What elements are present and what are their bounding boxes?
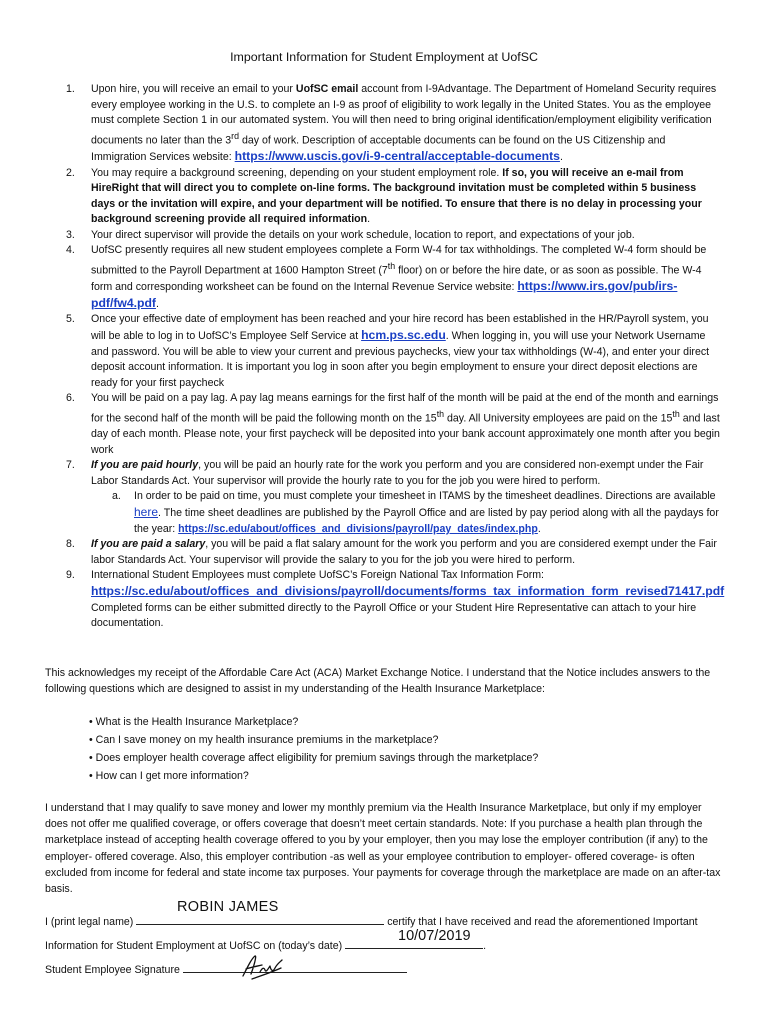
bullet-item [89,733,709,749]
list-item [66,312,722,391]
item-text: Completed forms can be either submitted directly to the Payroll Office or your Student Hire Representative can attach to your hire documentation. [91,601,697,630]
item-text: . [367,213,371,226]
list-subitem [66,489,722,537]
foreign-national-form-link[interactable]: https://sc.edu/about/offices_and_divisions/payroll/documents/forms_tax_information_form_revised71417.pdf [91,584,725,598]
bullet-text: Can I save money on my health insurance premiums in the marketplace? [95,733,439,746]
item-number: 4. [66,244,75,257]
bullet-item [89,769,709,785]
bullet-icon: • [89,769,93,782]
bullet-text: How can I get more information? [95,769,249,782]
item-number: 2. [66,166,75,179]
superscript: th [436,408,445,419]
signature-line [45,961,407,979]
superscript: th [672,408,680,419]
superscript: rd [231,130,240,141]
list-item [66,166,722,228]
printed-name-value: ROBIN JAMES [177,899,279,915]
date-line-end: . [483,940,487,952]
print-name-label: I (print legal name) [45,916,137,928]
list-item [66,391,722,458]
timesheet-directions-link[interactable]: here [134,505,159,520]
item-number: 8. [66,538,75,551]
item-number: 5. [66,313,75,326]
item-text: You will be paid on a pay lag. A pay lag means earnings for the first half of the month will be paid at the end of the month and earnings for the second half of the month will be paid the following month on the 15 [91,392,719,425]
signature-label: Student Employee Signature [45,964,183,976]
list-item [66,228,722,244]
certify-text: certify that I have received and read the aforementioned Important [384,916,698,928]
item-bold-italic-text: If you are paid a salary [91,538,206,551]
item-bold-italic-text: If you are paid hourly [91,459,199,472]
item-text: floor) on or before the hire date, or as soon as possible. The W-4 form and corresponding worksheet can be found on the Internal Revenue Service website: [91,264,702,294]
item-text: Once your effective date of employment has been reached and your hire record has been established in the HR/Payroll system, you will be able to log in to UofSC’s Employee Self Service at [91,313,709,342]
handwritten-signature-icon [240,952,284,982]
date-value: 10/07/2019 [398,928,471,944]
item-text: day. All University employees are paid on the 15 [444,412,673,425]
bullet-item [89,751,709,767]
bullet-icon: • [89,751,93,764]
list-item [66,82,722,166]
item-text: , you will be paid a flat salary amount for the work you perform and you are considered exempt under the Fair labor Standards Act. Your supervisor will provide the salary to you for the job you were hired to perform. [91,538,717,566]
item-number: 9. [66,569,75,582]
item-text: International Student Employees must complete UofSC’s Foreign National Tax Information Form: [91,569,545,582]
item-text: . [537,522,541,535]
item-number: 7. [66,459,75,472]
pay-dates-link[interactable]: https://sc.edu/about/offices_and_divisions/payroll/pay_dates/index.php [178,522,538,535]
list-item [66,537,722,568]
item-text: , you will be paid an hourly rate for the work you perform and you are considered non-exempt under the Fair Labor Standards Act. Your supervisor will provide the hourly rate to you for the job you were hired to perform. [91,459,704,487]
item-text: . [155,297,159,310]
list-item [66,458,722,489]
date-label: Information for Student Employment at UofSC on (today’s date) [45,940,346,952]
bullet-text: Does employer health coverage affect eligibility for premium savings through the marketplace? [95,751,539,764]
item-number: a. [112,490,121,503]
hcm-link[interactable]: hcm.ps.sc.edu [361,327,446,342]
bullet-icon: • [89,716,93,728]
page-title: Important Information for Student Employment at UofSC [230,50,538,64]
marketplace-questions [89,715,709,787]
item-text: . [559,150,563,163]
item-text: . When logging in, you will use your Network Username and password. You will be able to view your current and previous paychecks, view your tax withholdings (W-4), and enter your direct deposit account information. It is important you log in soon after you begin employment to ensure your direct deposit elections are ready for your first paycheck [91,329,710,389]
print-name-line [45,913,698,931]
item-text: account from I-9Advantage. The Department of Homeland Security requires every employee working in the U.S. to complete an I-9 as proof of eligibility to work legally in the United States. You as the employee must complete Section 1 in our automated system. You will then need to bring original identification/employment eligibility verification documents no later than the 3 [91,83,717,147]
item-text: You may require a background screening, depending on your student employment role. [91,166,503,179]
list-item [66,243,722,312]
item-text: In order to be paid on time, you must complete your timesheet in ITAMS by the timesheet deadlines. Directions are available [134,490,716,503]
uscis-link[interactable]: https://www.uscis.gov/i-9-central/acceptable-documents [234,148,560,163]
item-text: . The time sheet deadlines are published by the Payroll Office and are listed by pay period along with all the paydays for the year: [134,507,719,535]
item-number: 3. [66,228,75,241]
list-item [66,568,725,631]
employment-info-list [66,82,725,632]
bullet-text: What is the Health Insurance Marketplace? [95,716,299,728]
bullet-item [89,715,709,731]
item-text: day of work. Description of acceptable documents can be found on the US Citizenship and Immigration Services website: [91,134,666,163]
item-text: Upon hire, you will receive an email to your [91,83,296,95]
signature-field[interactable] [183,961,407,973]
irs-w4-link[interactable]: https://www.irs.gov/pub/irs-pdf/fw4.pdf [91,279,678,310]
item-bold-text: UofSC email [295,83,359,95]
marketplace-qualify-paragraph: I understand that I may qualify to save money and lower my monthly premium via the Health Insurance Marketplace, but only if my employer does not offer me qualified coverage, or offers coverage that doesn’t meet certain standards. Note: If you purchase a health plan through the marketplace instead of accepting health coverage offered to you by your employer, then you may lose the employer contribution (if any) to the employer- offered coverage. Also, this employer contribution -as well as your employee contribution to employer- offered coverage- is often excluded from income for federal and state income tax purposes. Your payments for coverage through the marketplace are made on an after-tax basis. [45,802,721,896]
item-number: 1. [66,83,75,95]
item-text: Your direct supervisor will provide the details on your work schedule, location to report, and expectations of your job. [91,228,635,241]
superscript: th [387,261,396,272]
item-text: and last day of each month. Please note, your first paycheck will be deposited into your bank account approximately one month after you begin work [91,412,720,456]
item-text: UofSC presently requires all new student employees complete a Form W-4 for tax withholdings. The completed W-4 form should be submitted to the Payroll Department at 1600 Hampton Street (7 [91,244,707,277]
aca-acknowledgement: This acknowledges my receipt of the Affordable Care Act (ACA) Market Exchange Notice. I understand that the Notice includes answers to the following questions which are designed to assist in my understanding of the Health Insurance Marketplace: [45,667,711,695]
item-bold-text: If so, you will receive an e-mail from HireRight that will direct you to complete on-line forms. The background invitation must be completed within 5 business days or the invitation will expire, and your department will be notified. To ensure that there is no delay in processing your background screening provide all required information [91,166,702,226]
bullet-icon: • [89,733,93,746]
item-number: 6. [66,392,75,405]
